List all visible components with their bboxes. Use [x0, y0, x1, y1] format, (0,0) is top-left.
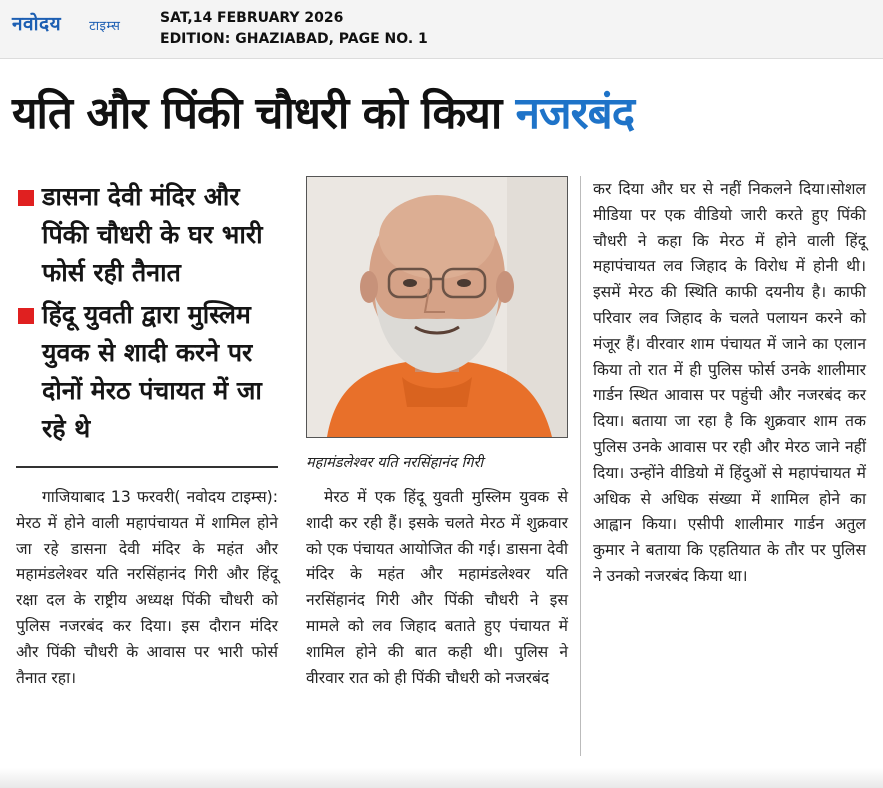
subheading-text: डासना देवी मंदिर और पिंकी चौधरी के घर भारी फोर्स रही तैनात [42, 182, 263, 287]
article-headline [12, 86, 872, 142]
section-divider [16, 466, 278, 468]
column-divider [580, 176, 581, 756]
edition-page: EDITION: GHAZIABAD, PAGE NO. 1 [160, 31, 428, 47]
headline-accent: नजरबंद [515, 88, 635, 139]
photo-caption: महामंडलेश्वर यति नरसिंहानंद गिरी [306, 455, 484, 471]
bullet-square-icon [18, 190, 34, 206]
newspaper-logo[interactable] [12, 8, 120, 46]
edition-info [160, 8, 428, 50]
logo-main: नवोदय [12, 13, 62, 35]
edition-date: SAT,14 FEBRUARY 2026 [160, 10, 344, 26]
subheadings [16, 178, 286, 452]
article-photo [306, 176, 568, 438]
article-column-1: गाजियाबाद 13 फरवरी( नवोदय टाइम्स): मेरठ में होने वाली महापंचायत में शामिल होने जा रहे डासना देवी मंदिर के महंत और महामंडलेश्वर यति नरसिंहानंद गिरी और हिंदू रक्षा दल के राष्ट्रीय अध्यक्ष पिंकी चौधरी को पुलिस नजरबंद कर दिया। इस दौरान मंदिर और पिंकी चौधरी के आवास पर भारी फोर्स तैनात रहा। [16, 488, 278, 687]
article-column-3: कर दिया और घर से नहीं निकलने दिया।सोशल मीडिया पर एक वीडियो जारी करते हुए पिंकी चौधरी ने कहा कि मेरठ में होने वाली हिंदू महापंचायत लव जिहाद के विरोध में होनी थी। इसमें मेरठ की स्थिति काफी दयनीय है। काफी परिवार लव जिहाद के चलते पलायन करने को मंजूर हैं। वीरवार शाम पंचायत में जाने का एलान किया तो रात में ही पुलिस फोर्स उनके शालीमार गार्डन स्थित आवास पर पहुंची और नजरबंद कर दिया। बताया जा रहा है कि शुक्रवार शाम तक पुलिस उनके आवास पर रही और मेरठ जाने नहीं दिया। उन्होंने वीडियो में हिंदुओं से महापंचायत में अधिक से अधिक संख्या में शामिल होने का आह्वान किया। एसीपी शालीमार गार्डन अतुल कुमार ने बताया कि एहतियात के तौर पर पुलिस ने उनको नजरबंद किया था। [593, 180, 866, 585]
headline-main: यति और पिंकी चौधरी को किया [12, 88, 516, 139]
subheading [16, 296, 286, 448]
subheading-text: हिंदू युवती द्वारा मुस्लिम युवक से शादी करने पर दोनों मेरठ पंचायत में जा रहे थे [42, 300, 262, 443]
subheading [16, 178, 286, 292]
bullet-square-icon [18, 308, 34, 324]
article-column-2: मेरठ में एक हिंदू युवती मुस्लिम युवक से शादी कर रही हैं। इसके चलते मेरठ में शुक्रवार को एक पंचायत आयोजित की गई। डासना देवी मंदिर के महंत और महामंडलेश्वर यति नरसिंहानंद गिरी और पिंकी चौधरी ने इस मामले को लव जिहाद बताते हुए पंचायत में शामिल होने की बात कही थी। पुलिस ने वीरवार रात को ही पिंकी चौधरी को नजरबंद [306, 488, 568, 687]
page-bottom-edge [0, 768, 883, 788]
portrait-illustration [307, 177, 567, 437]
page-header [0, 0, 883, 59]
logo-sub: टाइम्स [89, 19, 121, 34]
